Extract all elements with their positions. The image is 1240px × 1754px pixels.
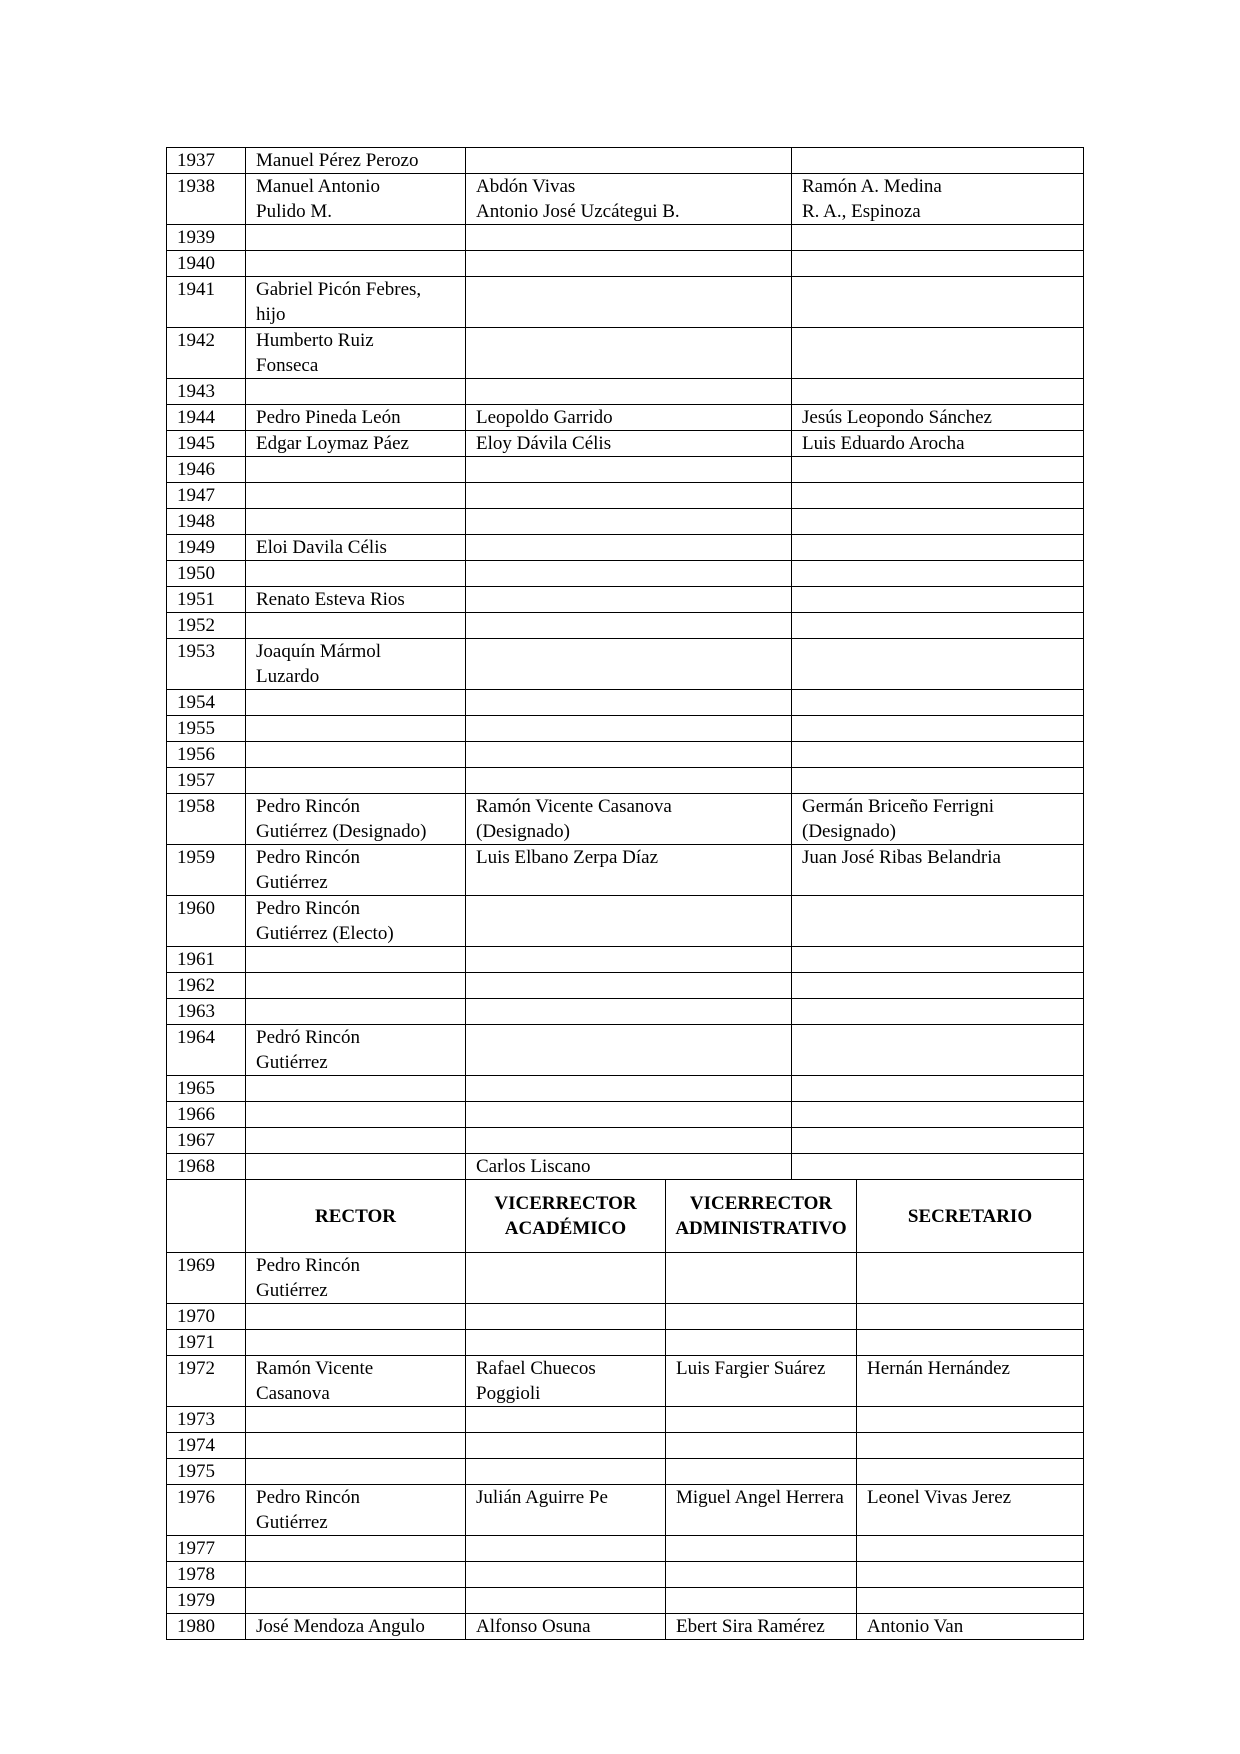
year-cell: 1964 (167, 1025, 246, 1076)
table-row (167, 1253, 1084, 1304)
secretario-cell (857, 1330, 1084, 1356)
vicerrector-cell (466, 716, 792, 742)
rector-cell-line: Pedro Rincón (256, 1255, 360, 1276)
secretario-cell (792, 999, 1084, 1025)
rector-cell-line: Pedro Rincón (256, 847, 360, 868)
rector-cell (246, 896, 466, 947)
secretario-cell (792, 225, 1084, 251)
rector-cell (246, 1076, 466, 1102)
secretario-cell (792, 379, 1084, 405)
vicerrector-academico-cell (466, 1588, 666, 1614)
vicerrector-academico-cell (466, 1536, 666, 1562)
table-row (167, 587, 1084, 613)
year-cell: 1954 (167, 690, 246, 716)
vicerrector-cell (466, 845, 792, 896)
vicerrector-cell (466, 947, 792, 973)
rector-cell (246, 379, 466, 405)
vicerrector-academico-cell (466, 1485, 666, 1536)
secretario-cell (857, 1614, 1084, 1640)
year-cell: 1942 (167, 328, 246, 379)
rector-cell (246, 535, 466, 561)
table-row (167, 973, 1084, 999)
vicerrector-cell (466, 405, 792, 431)
rector-cell (246, 251, 466, 277)
year-cell: 1965 (167, 1076, 246, 1102)
table-row (167, 1485, 1084, 1536)
secretario-cell-line: (Designado) (802, 821, 896, 842)
rector-cell-line: Humberto Ruiz (256, 330, 374, 351)
rector-cell (246, 277, 466, 328)
secretario-cell (792, 1128, 1084, 1154)
vicerrector-cell-line: Leopoldo Garrido (476, 407, 613, 428)
table-row (167, 251, 1084, 277)
year-cell: 1971 (167, 1330, 246, 1356)
table-row (167, 561, 1084, 587)
vicerrector-cell-line: Abdón Vivas (476, 176, 576, 197)
secretario-cell (857, 1562, 1084, 1588)
secretario-cell (792, 251, 1084, 277)
secretario-cell-line: Luis Eduardo Arocha (802, 433, 965, 454)
vicerrector-academico-cell (466, 1407, 666, 1433)
vicerrector-academico-cell (466, 1562, 666, 1588)
vicerrector-administrativo-cell (666, 1330, 857, 1356)
rector-cell (246, 639, 466, 690)
vicerrector-academico-cell-line: Poggioli (476, 1383, 541, 1404)
secretario-cell (792, 639, 1084, 690)
vicerrector-cell (466, 277, 792, 328)
secretario-cell (792, 716, 1084, 742)
vicerrector-cell (466, 561, 792, 587)
year-cell: 1951 (167, 587, 246, 613)
secretario-cell (792, 509, 1084, 535)
year-cell: 1944 (167, 405, 246, 431)
year-cell: 1976 (167, 1485, 246, 1536)
year-cell: 1968 (167, 1154, 246, 1180)
table-row (167, 1588, 1084, 1614)
rector-cell (246, 716, 466, 742)
vicerrector-cell (466, 174, 792, 225)
rector-cell (246, 587, 466, 613)
vicerrector-cell-line: Eloy Dávila Célis (476, 433, 612, 454)
year-cell: 1940 (167, 251, 246, 277)
year-cell: 1973 (167, 1407, 246, 1433)
vicerrector-academico-cell-line: Alfonso Osuna (476, 1616, 591, 1637)
table-row (167, 1459, 1084, 1485)
vicerrector-academico-header: VICERRECTOR ACADÉMICO (466, 1180, 666, 1253)
secretario-cell (857, 1433, 1084, 1459)
secretario-cell (857, 1304, 1084, 1330)
vicerrector-cell (466, 973, 792, 999)
vicerrector-cell (466, 457, 792, 483)
vicerrector-cell (466, 431, 792, 457)
vicerrector-cell (466, 535, 792, 561)
secretario-cell (857, 1356, 1084, 1407)
year-cell: 1966 (167, 1102, 246, 1128)
vicerrector-academico-cell-line: Rafael Chuecos (476, 1358, 596, 1379)
vicerrector-cell (466, 1025, 792, 1076)
secretario-cell (792, 1154, 1084, 1180)
year-cell: 1952 (167, 613, 246, 639)
vicerrector-administrativo-cell (666, 1356, 857, 1407)
rector-cell (246, 999, 466, 1025)
rector-cell-line: Pedro Pineda León (256, 407, 401, 428)
rector-header: RECTOR (246, 1180, 466, 1253)
vicerrector-cell-line: Ramón Vicente Casanova (476, 796, 672, 817)
vicerrector-cell (466, 999, 792, 1025)
vicerrector-administrativo-cell (666, 1588, 857, 1614)
rector-cell-line: Casanova (256, 1383, 330, 1404)
year-cell: 1967 (167, 1128, 246, 1154)
vicerrector-cell (466, 639, 792, 690)
rector-cell-line: José Mendoza Angulo (256, 1616, 425, 1637)
year-cell: 1941 (167, 277, 246, 328)
vicerrector-cell (466, 1154, 792, 1180)
secretario-cell (792, 148, 1084, 174)
year-cell: 1960 (167, 896, 246, 947)
vicerrector-academico-cell (466, 1330, 666, 1356)
table-row (167, 690, 1084, 716)
vicerrector-administrativo-cell (666, 1459, 857, 1485)
year-cell: 1955 (167, 716, 246, 742)
rector-cell (246, 768, 466, 794)
year-cell: 1950 (167, 561, 246, 587)
vicerrector-cell (466, 379, 792, 405)
table-row (167, 509, 1084, 535)
vicerrector-cell (466, 1076, 792, 1102)
rector-cell (246, 742, 466, 768)
year-cell: 1975 (167, 1459, 246, 1485)
vicerrector-cell (466, 794, 792, 845)
vicerrector-cell (466, 896, 792, 947)
vicerrector-cell (466, 742, 792, 768)
vicerrector-administrativo-cell (666, 1536, 857, 1562)
rector-cell-line: hijo (256, 304, 286, 325)
year-cell: 1959 (167, 845, 246, 896)
secretario-cell (792, 973, 1084, 999)
vicerrector-academico-cell-line: Julián Aguirre Pe (476, 1487, 608, 1508)
rector-cell-line: Gutiérrez (256, 1512, 328, 1533)
table-row (167, 1025, 1084, 1076)
secretario-cell (792, 742, 1084, 768)
rector-cell-line: Gutiérrez (256, 1280, 328, 1301)
table-row (167, 716, 1084, 742)
rector-cell-line: Renato Esteva Rios (256, 589, 405, 610)
table-row (167, 1154, 1084, 1180)
secretario-header: SECRETARIO (857, 1180, 1084, 1253)
rector-cell-line: Pulido M. (256, 201, 333, 222)
secretario-cell (792, 947, 1084, 973)
year-cell: 1972 (167, 1356, 246, 1407)
secretario-cell-line: Hernán Hernández (867, 1358, 1010, 1379)
secretario-cell-line: Jesús Leopondo Sánchez (802, 407, 992, 428)
vicerrector-cell (466, 768, 792, 794)
rector-cell (246, 431, 466, 457)
table-row (167, 1128, 1084, 1154)
secretario-cell-line: Ramón A. Medina (802, 176, 942, 197)
vicerrector-cell (466, 483, 792, 509)
table-row (167, 1356, 1084, 1407)
secretario-cell (857, 1485, 1084, 1536)
rector-cell-line: Joaquín Mármol (256, 641, 382, 662)
column-header-row (167, 1180, 1084, 1253)
rector-cell (246, 148, 466, 174)
secretario-cell (792, 1076, 1084, 1102)
vicerrector-administrativo-cell (666, 1562, 857, 1588)
vicerrector-administrativo-cell (666, 1253, 857, 1304)
secretario-cell (792, 405, 1084, 431)
rector-cell (246, 1253, 466, 1304)
vicerrector-administrativo-cell (666, 1485, 857, 1536)
secretario-cell (792, 561, 1084, 587)
rector-cell (246, 613, 466, 639)
table-row (167, 483, 1084, 509)
secretario-cell (792, 535, 1084, 561)
vicerrector-academico-cell (466, 1304, 666, 1330)
vicerrector-administrativo-cell (666, 1614, 857, 1640)
secretario-cell (792, 1102, 1084, 1128)
secretario-cell (792, 794, 1084, 845)
rector-cell-line: Manuel Pérez Perozo (256, 150, 419, 171)
secretario-cell (792, 613, 1084, 639)
year-cell: 1956 (167, 742, 246, 768)
rector-cell-line: Pedró Rincón (256, 1027, 360, 1048)
rector-cell (246, 1614, 466, 1640)
year-cell: 1937 (167, 148, 246, 174)
rector-cell (246, 947, 466, 973)
secretario-cell (792, 483, 1084, 509)
rector-cell-line: Manuel Antonio (256, 176, 381, 197)
year-cell: 1958 (167, 794, 246, 845)
late-period-rows (167, 1253, 1084, 1640)
vicerrector-cell (466, 328, 792, 379)
rector-cell (246, 690, 466, 716)
rector-cell-line: Pedro Rincón (256, 1487, 360, 1508)
table-row (167, 1102, 1084, 1128)
secretario-cell (857, 1536, 1084, 1562)
year-cell: 1953 (167, 639, 246, 690)
vicerrector-cell (466, 251, 792, 277)
rector-cell (246, 1407, 466, 1433)
vicerrector-administrativo-cell (666, 1407, 857, 1433)
secretario-cell (792, 174, 1084, 225)
year-cell: 1957 (167, 768, 246, 794)
secretario-cell (792, 1025, 1084, 1076)
secretario-cell (792, 328, 1084, 379)
table-row (167, 431, 1084, 457)
table-row (167, 1407, 1084, 1433)
vicerrector-cell (466, 690, 792, 716)
year-header (167, 1180, 246, 1253)
rector-cell (246, 457, 466, 483)
table-row (167, 999, 1084, 1025)
secretario-cell (857, 1407, 1084, 1433)
year-cell: 1963 (167, 999, 246, 1025)
secretario-cell (857, 1253, 1084, 1304)
rector-cell-line: Gutiérrez (256, 872, 328, 893)
vicerrector-academico-cell (466, 1459, 666, 1485)
table-row (167, 639, 1084, 690)
secretario-cell-line: Leonel Vivas Jerez (867, 1487, 1012, 1508)
header-section (167, 1180, 1084, 1253)
year-cell: 1943 (167, 379, 246, 405)
vicerrector-administrativo-cell-line: Luis Fargier Suárez (676, 1358, 826, 1379)
secretario-cell (792, 277, 1084, 328)
table-row (167, 405, 1084, 431)
vicerrector-cell (466, 1128, 792, 1154)
table-row (167, 457, 1084, 483)
rector-cell (246, 1562, 466, 1588)
table-row (167, 535, 1084, 561)
year-cell: 1969 (167, 1253, 246, 1304)
year-cell: 1977 (167, 1536, 246, 1562)
year-cell: 1970 (167, 1304, 246, 1330)
year-cell: 1939 (167, 225, 246, 251)
year-cell: 1980 (167, 1614, 246, 1640)
table-row (167, 768, 1084, 794)
table-row (167, 947, 1084, 973)
rector-cell (246, 1025, 466, 1076)
rector-cell (246, 1459, 466, 1485)
rector-cell (246, 174, 466, 225)
vicerrector-academico-cell (466, 1433, 666, 1459)
vicerrector-administrativo-cell (666, 1304, 857, 1330)
rector-cell (246, 1128, 466, 1154)
table-row (167, 174, 1084, 225)
year-cell: 1979 (167, 1588, 246, 1614)
rector-cell (246, 1485, 466, 1536)
vicerrector-administrativo-cell-line: Ebert Sira Ramérez (676, 1616, 825, 1637)
vicerrector-administrativo-cell (666, 1433, 857, 1459)
table-row (167, 277, 1084, 328)
year-cell: 1961 (167, 947, 246, 973)
table-row (167, 1536, 1084, 1562)
table-row (167, 225, 1084, 251)
rector-cell (246, 794, 466, 845)
table-row (167, 794, 1084, 845)
year-cell: 1962 (167, 973, 246, 999)
secretario-cell (792, 896, 1084, 947)
rector-cell (246, 509, 466, 535)
authorities-table-page (166, 147, 1083, 1640)
table-row (167, 1076, 1084, 1102)
year-cell: 1978 (167, 1562, 246, 1588)
table-row (167, 1433, 1084, 1459)
vicerrector-cell-line: Carlos Liscano (476, 1156, 591, 1177)
year-cell: 1945 (167, 431, 246, 457)
rector-cell-line: Fonseca (256, 355, 319, 376)
secretario-cell (792, 845, 1084, 896)
vicerrector-administrativo-cell-line: Miguel Angel Herrera (676, 1487, 844, 1508)
rector-cell (246, 1433, 466, 1459)
table-row (167, 148, 1084, 174)
rector-cell (246, 405, 466, 431)
rector-cell-line: Gutiérrez (256, 1052, 328, 1073)
table-row (167, 896, 1084, 947)
vicerrector-cell (466, 613, 792, 639)
early-period-rows (167, 148, 1084, 1180)
table-row (167, 613, 1084, 639)
secretario-cell-line: Juan José Ribas Belandria (802, 847, 1001, 868)
secretario-cell (857, 1588, 1084, 1614)
year-cell: 1949 (167, 535, 246, 561)
rector-cell-line: Edgar Loymaz Páez (256, 433, 409, 454)
vicerrector-cell (466, 225, 792, 251)
secretario-cell (792, 587, 1084, 613)
table-row (167, 845, 1084, 896)
secretario-cell (792, 457, 1084, 483)
rector-cell-line: Gutiérrez (Electo) (256, 923, 394, 944)
vicerrector-academico-cell (466, 1614, 666, 1640)
table-row (167, 328, 1084, 379)
rector-cell (246, 845, 466, 896)
table-row (167, 742, 1084, 768)
rector-cell-line: Pedro Rincón (256, 898, 360, 919)
rector-cell (246, 1536, 466, 1562)
year-cell: 1948 (167, 509, 246, 535)
vicerrector-cell (466, 509, 792, 535)
rector-cell-line: Pedro Rincón (256, 796, 360, 817)
vicerrector-cell (466, 148, 792, 174)
year-cell: 1938 (167, 174, 246, 225)
rector-cell (246, 328, 466, 379)
secretario-cell-line: R. A., Espinoza (802, 201, 921, 222)
rector-cell (246, 1330, 466, 1356)
year-cell: 1947 (167, 483, 246, 509)
rector-cell-line: Ramón Vicente (256, 1358, 374, 1379)
vicerrector-academico-cell (466, 1356, 666, 1407)
year-cell: 1974 (167, 1433, 246, 1459)
rector-cell (246, 225, 466, 251)
year-cell: 1946 (167, 457, 246, 483)
rector-cell-line: Luzardo (256, 666, 320, 687)
vicerrector-administrativo-header: VICERRECTOR ADMINISTRATIVO (666, 1180, 857, 1253)
vicerrector-cell-line: Luis Elbano Zerpa Díaz (476, 847, 659, 868)
rector-cell (246, 1154, 466, 1180)
secretario-cell (792, 431, 1084, 457)
rector-cell (246, 1102, 466, 1128)
table-row (167, 1330, 1084, 1356)
rector-cell-line: Gabriel Picón Febres, (256, 279, 422, 300)
table-row (167, 1304, 1084, 1330)
rector-cell (246, 1304, 466, 1330)
secretario-cell (792, 690, 1084, 716)
rector-cell (246, 561, 466, 587)
secretario-cell-line: Antonio Van (867, 1616, 964, 1637)
vicerrector-cell-line: Antonio José Uzcátegui B. (476, 201, 680, 222)
secretario-cell-line: Germán Briceño Ferrigni (802, 796, 995, 817)
table-row (167, 379, 1084, 405)
vicerrector-cell (466, 587, 792, 613)
vicerrector-cell-line: (Designado) (476, 821, 570, 842)
secretario-cell (857, 1459, 1084, 1485)
vicerrector-cell (466, 1102, 792, 1128)
rector-cell-line: Gutiérrez (Designado) (256, 821, 427, 842)
rector-cell (246, 1356, 466, 1407)
authorities-table (166, 147, 1084, 1640)
rector-cell-line: Eloi Davila Célis (256, 537, 387, 558)
rector-cell (246, 1588, 466, 1614)
rector-cell (246, 483, 466, 509)
secretario-cell (792, 768, 1084, 794)
rector-cell (246, 973, 466, 999)
table-row (167, 1562, 1084, 1588)
table-row (167, 1614, 1084, 1640)
vicerrector-academico-cell (466, 1253, 666, 1304)
